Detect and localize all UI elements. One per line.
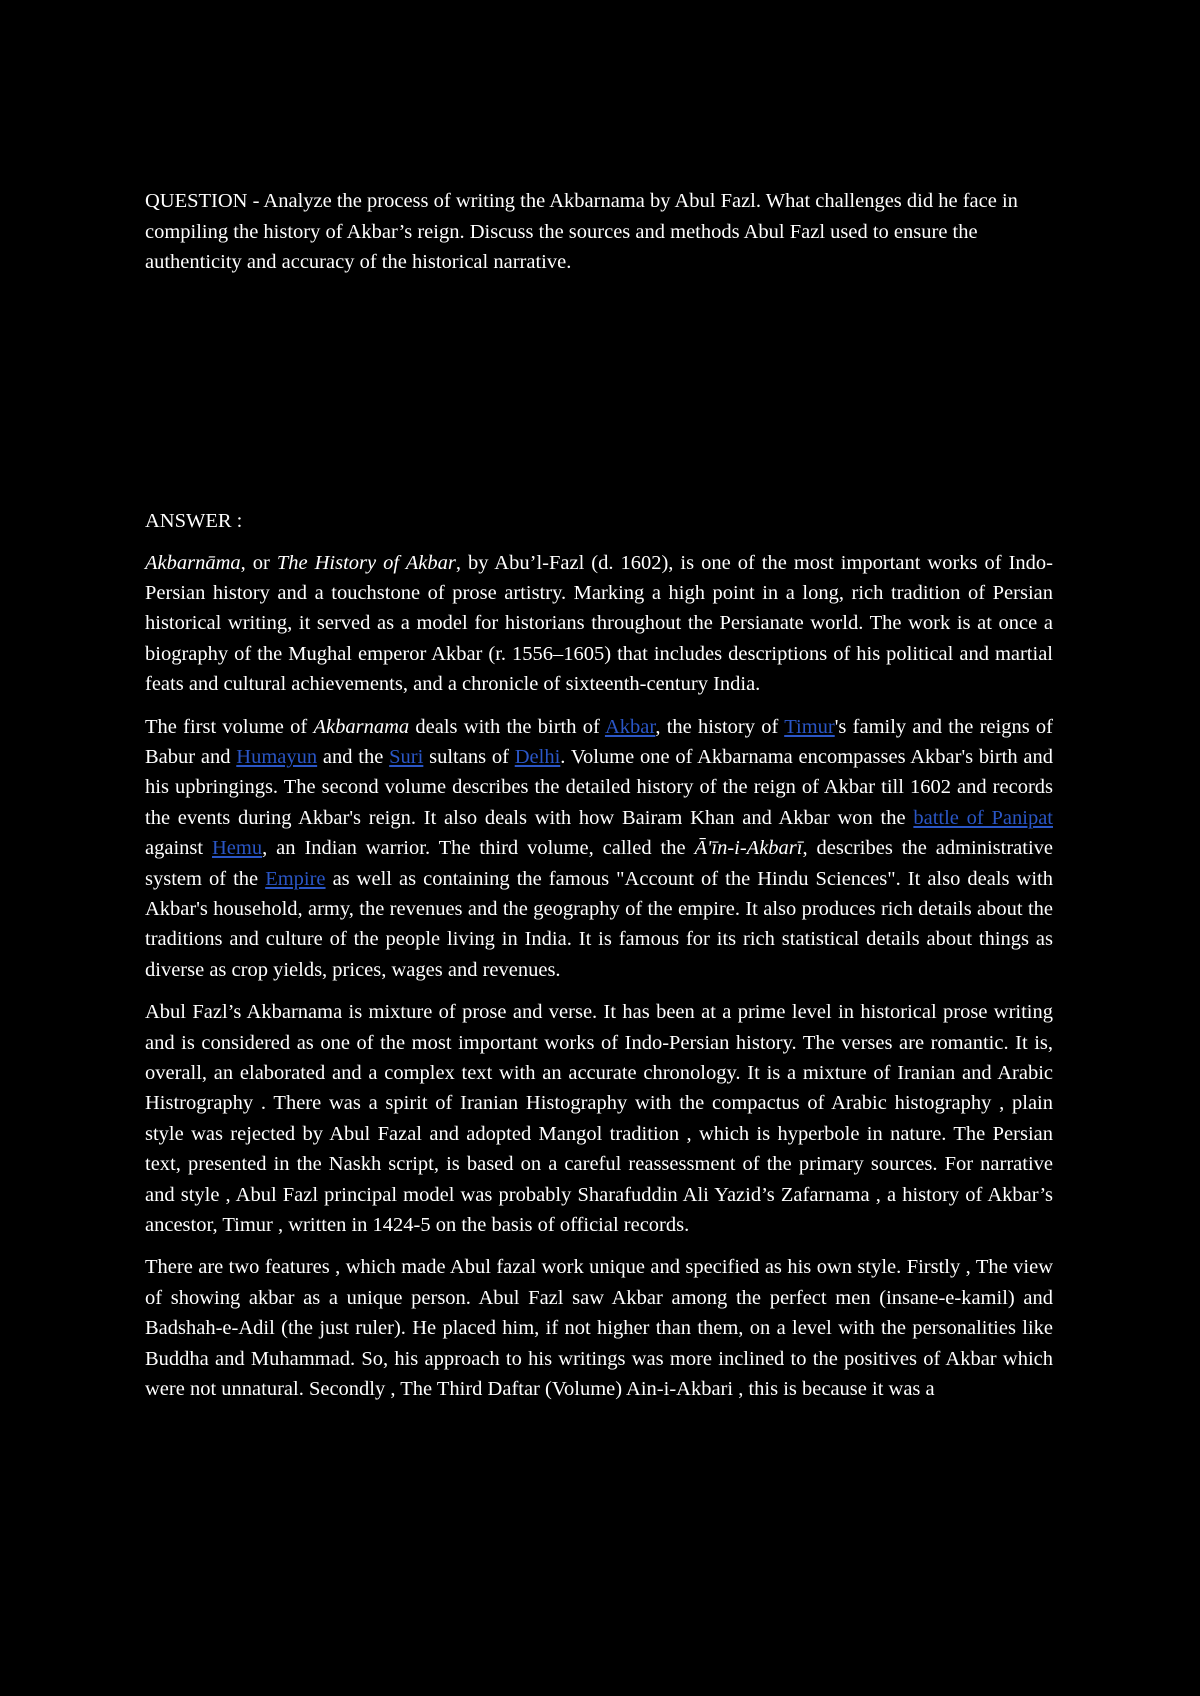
text-fragment: 's family and the reigns of Babur and — [145, 715, 1053, 768]
text-fragment: deals with the birth of — [409, 715, 605, 738]
answer-paragraph-2 — [145, 712, 1053, 986]
text-fragment: and the — [317, 745, 390, 768]
title-ain-i-akbari: Ā'īn-i-Akbarī — [694, 837, 803, 860]
text-fragment: as well as containing the famous "Account of the Hindu Sciences". It also deals with Akbar's household, army, the revenues and the geography of the empire. It also produces rich details about the traditions and culture of the people living in India. It is famous for its rich statistical details about things as diverse as crop yields, prices, wages and revenues. — [145, 867, 1053, 981]
link-humayun[interactable]: Humayun — [236, 745, 318, 768]
link-akbar[interactable]: Akbar — [604, 715, 656, 738]
link-empire[interactable]: Empire — [265, 867, 326, 890]
answer-paragraph-1 — [145, 548, 1053, 700]
title-history-of-akbar: The History of Akbar — [276, 551, 456, 574]
text-fragment: , an Indian warrior. The third volume, called the — [262, 837, 695, 860]
link-delhi[interactable]: Delhi — [514, 745, 561, 768]
answer-paragraph-3: Abul Fazl’s Akbarnama is mixture of prose and verse. It has been at a prime level in historical prose writing and is considered as one of the most important works of Indo-Persian history. The verses are romantic. It is, overall, an elaborated and a complex text with an accurate chronology. It is a mixture of Iranian and Arabic Histrography . There was a spirit of Iranian Histography with the compactus of Arabic histography , plain style was rejected by Abul Fazal and adopted Mangol tradition , which is hyperbole in nature. The Persian text, presented in the Naskh script, is based on a careful reassessment of the primary sources. For narrative and style , Abul Fazl principal model was probably Sharafuddin Ali Yazid’s Zafarnama , a history of Akbar’s ancestor, Timur , written in 1424-5 on the basis of official records. — [145, 1001, 1053, 1237]
link-suri[interactable]: Suri — [389, 745, 424, 768]
title-akbarnama: Akbarnāma — [145, 551, 241, 574]
document-page — [145, 186, 1053, 1416]
text-fragment: . Volume one of Akbarnama encompasses Akbar's birth and his upbringings. The second volume describes the detailed history of the reign of Akbar till 1602 and records the events during Akbar's reign. It also deals with how Bairam Khan and Akbar won the — [145, 745, 1054, 829]
text-fragment: , by Abu’l-Fazl (d. 1602), is one of the most important works of Indo-Persian history and a touchstone of prose artistry. Marking a high point in a long, rich tradition of Persian historical writing, it served as a model for historians throughout the Persianate world. The work is at once a biography of the Mughal emperor Akbar (r. 1556–1605) that includes descriptions of his political and martial feats and cultural achievements, and a chronicle of sixteenth-century India. — [145, 551, 1054, 696]
question-text: QUESTION - Analyze the process of writing the Akbarnama by Abul Fazl. What challenges did he face in compiling the history of Akbar’s reign. Discuss the sources and methods Abul Fazl used to ensure the authenticity and accuracy of the historical narrative. — [145, 190, 1018, 273]
link-battle-of-panipat[interactable]: battle of Panipat — [913, 806, 1053, 829]
answer-paragraph-4: There are two features , which made Abul fazal work unique and specified as his own style. Firstly , The view of showing akbar as a unique person. Abul Fazl saw Akbar among the perfect men (insane-e-kamil) and Badshah-e-Adil (the just ruler). He placed him, if not higher than them, on a level with the personalities like Buddha and Muhammad. So, his approach to his writings was more inclined to the positives of Akbar which were not unnatural. Secondly , The Third Daftar (Volume) Ain-i-Akbari , this is because it was a — [145, 1256, 1053, 1401]
link-timur[interactable]: Timur — [784, 715, 835, 738]
answer-heading: ANSWER : — [145, 509, 243, 532]
link-hemu[interactable]: Hemu — [212, 837, 263, 860]
text-fragment: , the history of — [655, 715, 785, 738]
title-akbarnama: Akbarnama — [313, 715, 410, 738]
text-fragment: , or — [240, 551, 277, 574]
text-fragment: against — [145, 837, 212, 860]
text-fragment: sultans of — [423, 745, 515, 768]
text-fragment: , describes the administrative system of the — [145, 837, 1053, 890]
text-fragment: The first volume of — [145, 715, 314, 738]
